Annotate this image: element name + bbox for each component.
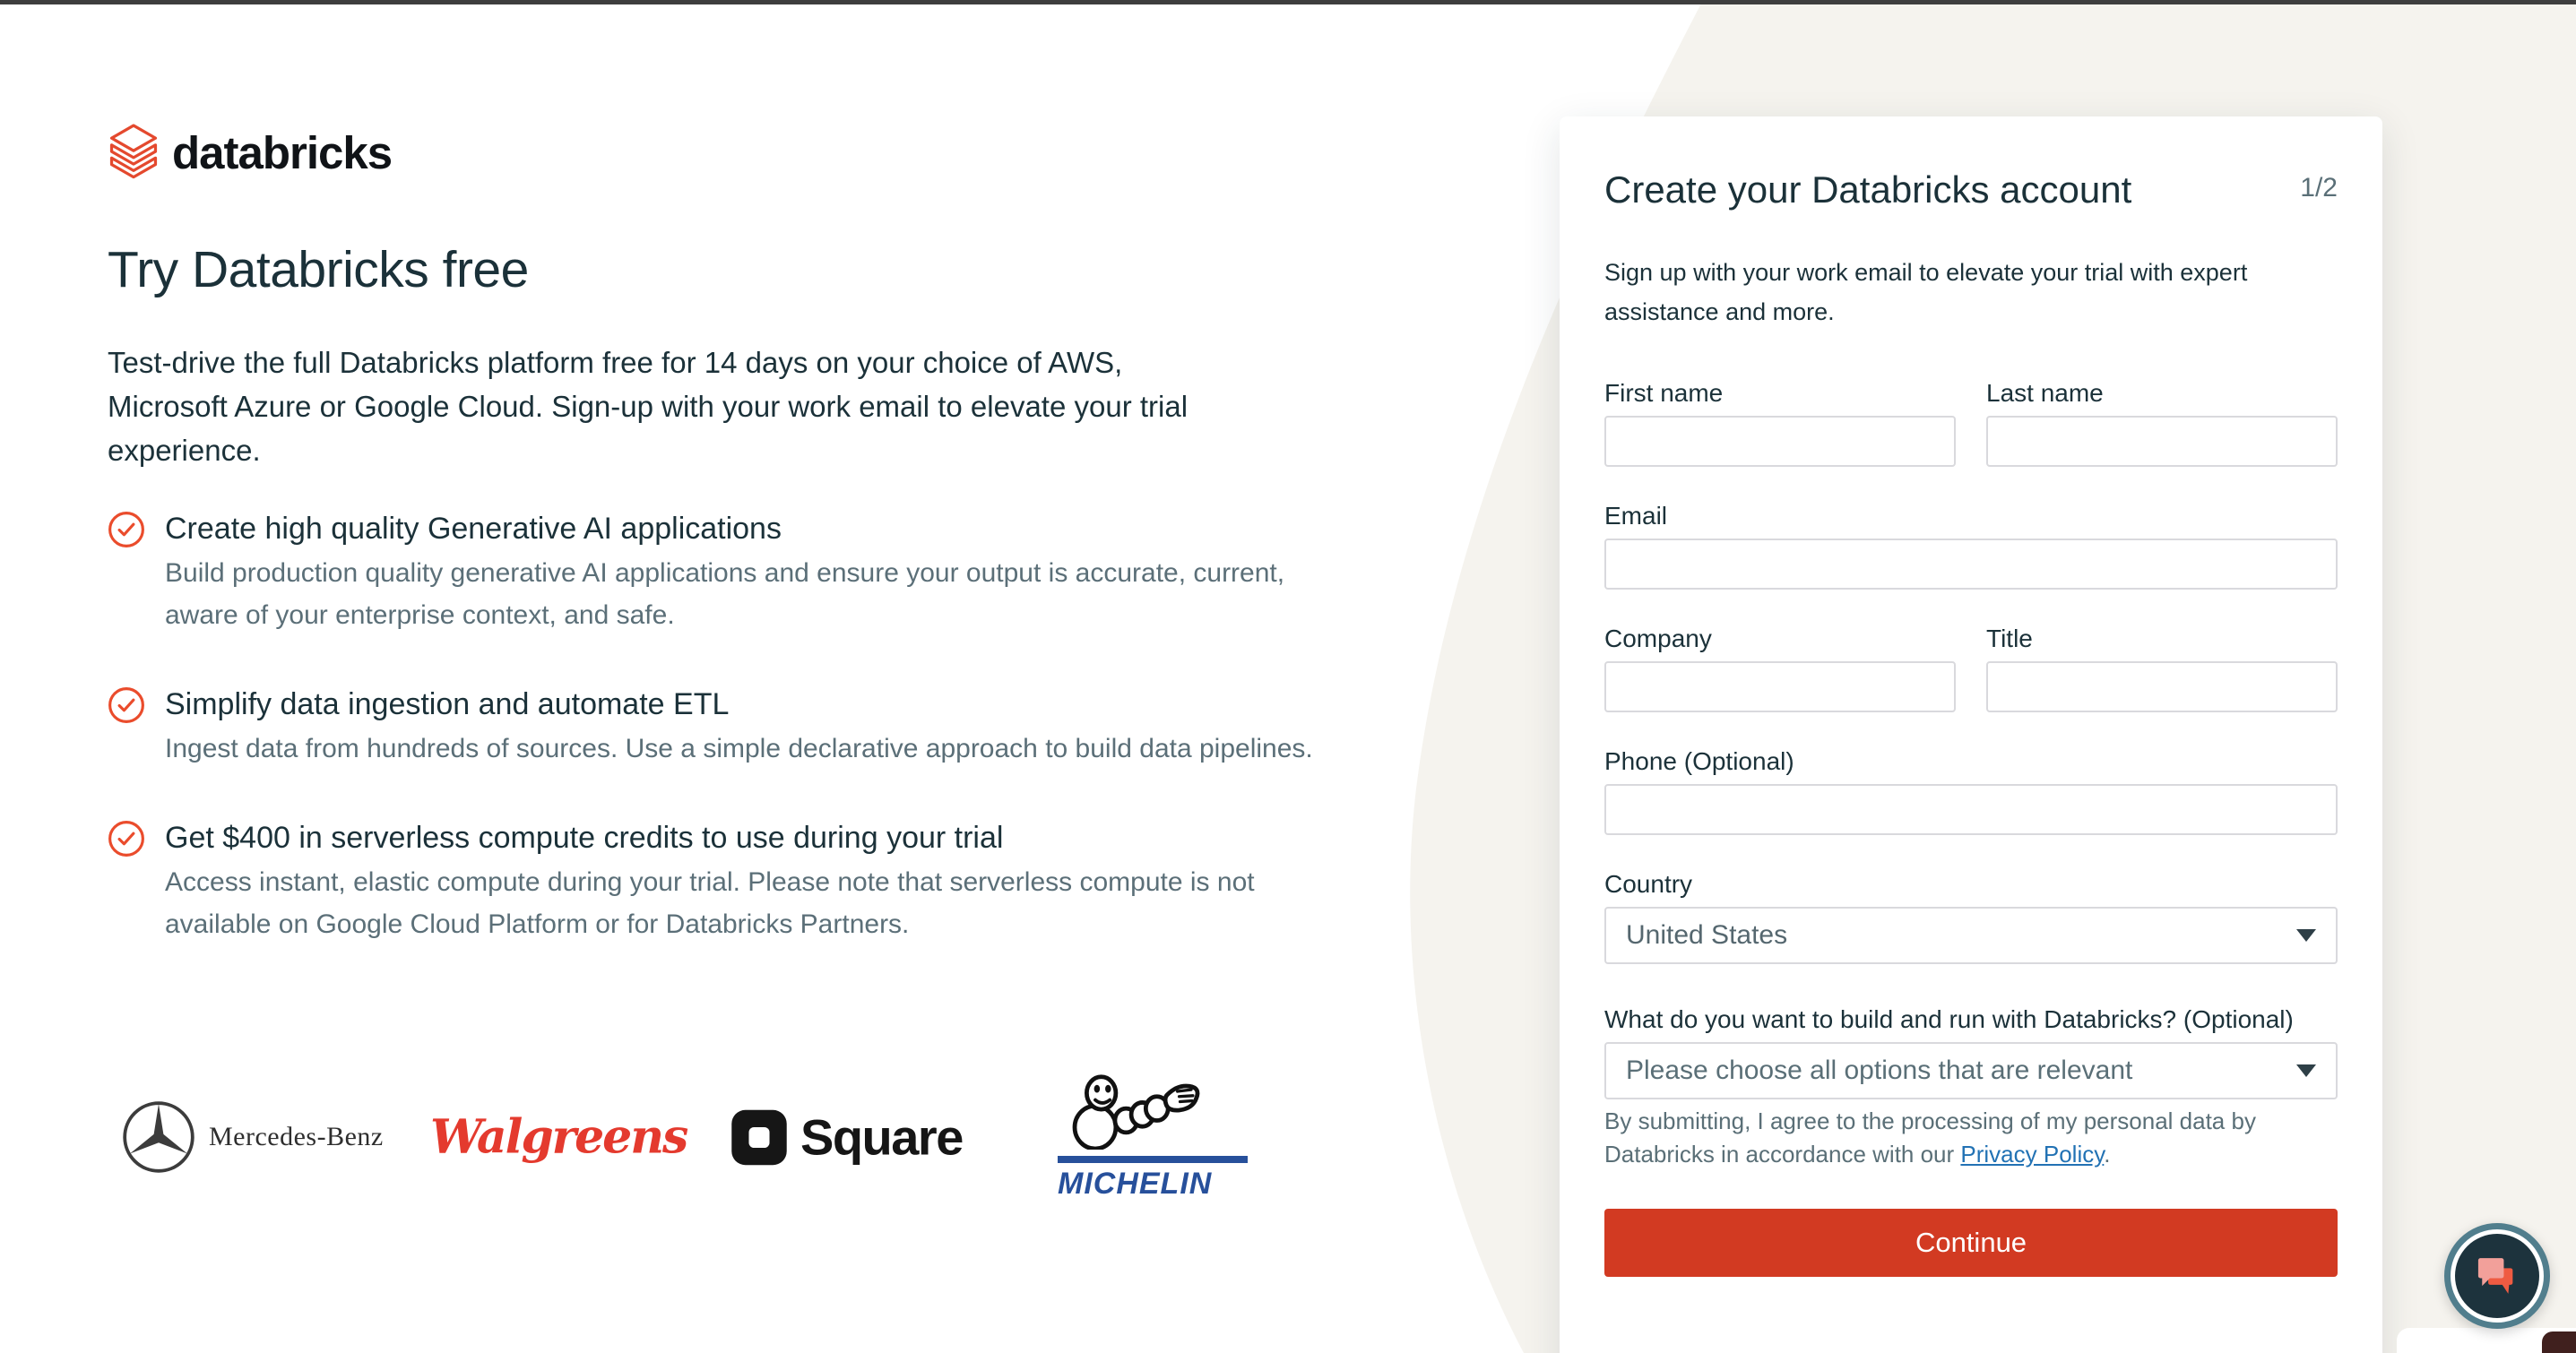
title-input[interactable] [1986, 661, 2338, 712]
legal-prefix: By submitting, I agree to the processing of my personal data by Databricks in accordance with our [1604, 1107, 2256, 1168]
build-question-label: What do you want to build and run with Databricks? (Optional) [1604, 1005, 2294, 1033]
michelin-man-icon [1058, 1073, 1208, 1150]
square-wordmark: Square [800, 1108, 963, 1166]
feature-item [108, 509, 1300, 636]
chevron-down-icon [2296, 929, 2316, 942]
square-icon [730, 1108, 788, 1166]
first-name-label: First name [1604, 379, 1724, 407]
feature-list [108, 509, 1313, 994]
chat-icon [2455, 1234, 2539, 1318]
last-name-label: Last name [1986, 379, 2104, 407]
first-name-input[interactable] [1604, 416, 1956, 467]
customer-logos [108, 1078, 1273, 1201]
form-subtitle: Sign up with your work email to elevate your trial with expert assistance and more. [1604, 259, 2248, 325]
databricks-logo-text: databricks [172, 126, 393, 178]
chevron-down-icon [2296, 1064, 2316, 1077]
databricks-logo [108, 115, 1362, 190]
feature-description: Access instant, elastic compute during your trial. Please note that serverless compute is not available on Google Cloud Platform or for Databricks Partners. [165, 867, 1255, 939]
check-circle-icon [108, 685, 145, 770]
company-label: Company [1604, 625, 1712, 652]
walgreens-logo [430, 1110, 687, 1165]
feature-item [108, 685, 1313, 770]
michelin-logo [1058, 1073, 1248, 1202]
phone-input[interactable] [1604, 784, 2338, 835]
top-border-bar [0, 0, 2576, 4]
form-title: Create your Databricks account [1604, 168, 2132, 211]
country-selected-value: United States [1626, 920, 1788, 950]
country-select[interactable] [1604, 907, 2338, 964]
hero-description: Test-drive the full Databricks platform free for 14 days on your choice of AWS, Microsoft Azure or Google Cloud. Sign-up with your work email to elevate your trial experience. [108, 346, 1189, 467]
feature-title: Simplify data ingestion and automate ETL [165, 687, 730, 721]
michelin-wordmark: MICHELIN [1058, 1167, 1213, 1201]
mercedes-star-icon [121, 1099, 196, 1175]
step-indicator: 1/2 [2300, 173, 2338, 203]
email-input[interactable] [1604, 539, 2338, 590]
phone-label: Phone (Optional) [1604, 747, 1794, 775]
walgreens-wordmark: Walgreens [430, 1109, 687, 1165]
build-question-select[interactable] [1604, 1042, 2338, 1099]
continue-button[interactable]: Continue [1604, 1209, 2338, 1277]
signup-form [1604, 378, 2338, 1277]
country-label: Country [1604, 870, 1693, 898]
mercedes-benz-logo [121, 1099, 384, 1175]
privacy-policy-link[interactable]: Privacy Policy [1960, 1141, 2105, 1168]
square-logo [730, 1108, 963, 1167]
databricks-logo-icon [108, 121, 160, 184]
legal-suffix: . [2104, 1141, 2111, 1168]
legal-text [1604, 1105, 2321, 1171]
feature-title: Get $400 in serverless compute credits to use during your trial [165, 821, 1004, 855]
michelin-bar [1058, 1156, 1248, 1163]
page-title: Try Databricks free [108, 241, 529, 298]
hero-section [108, 115, 1362, 1201]
check-circle-icon [108, 509, 145, 636]
dark-corner-shape [2542, 1331, 2576, 1353]
feature-title: Create high quality Generative AI applications [165, 512, 782, 546]
last-name-input[interactable] [1986, 416, 2338, 467]
chat-button[interactable] [2444, 1223, 2550, 1329]
email-label: Email [1604, 502, 1668, 530]
feature-description: Build production quality generative AI applications and ensure your output is accurate, current, aware of your enterprise context, and safe. [165, 558, 1285, 630]
company-input[interactable] [1604, 661, 1956, 712]
build-question-placeholder: Please choose all options that are relevant [1626, 1056, 2133, 1085]
signup-panel [1560, 116, 2382, 1353]
mercedes-wordmark: Mercedes-Benz [209, 1122, 384, 1151]
check-circle-icon [108, 818, 145, 945]
feature-description: Ingest data from hundreds of sources. Use a simple declarative approach to build data pipelines. [165, 734, 1313, 763]
feature-item [108, 818, 1300, 945]
title-label: Title [1986, 625, 2033, 652]
